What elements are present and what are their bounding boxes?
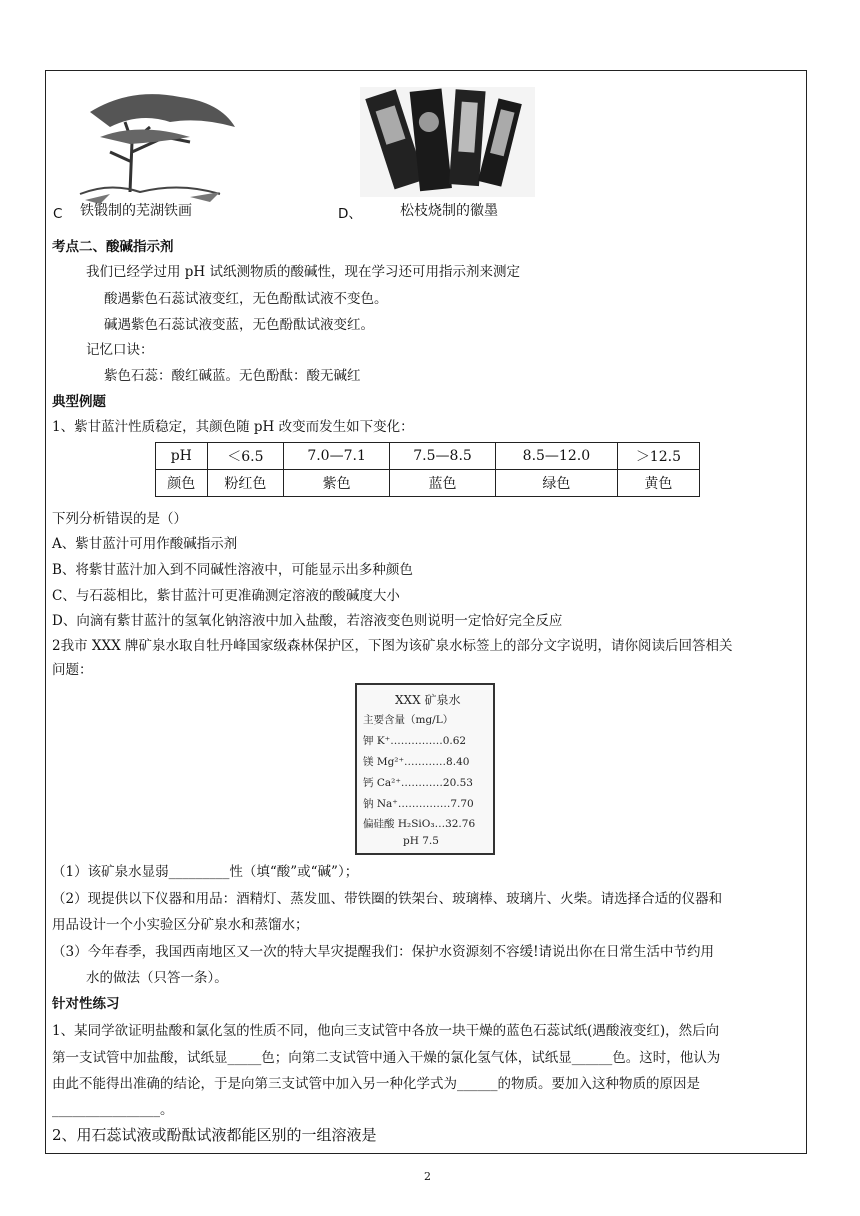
base-rule: 碱遇紫色石蕊试液变蓝，无色酚酞试液变红。 — [104, 317, 374, 333]
question-2-part1: （1）该矿泉水显弱_________性（填“酸”或“碱”）； — [52, 864, 359, 880]
section-intro: 我们已经学过用 pH 试纸测物质的酸碱性，现在学习还可用指示剂来测定 — [86, 264, 520, 280]
ink-stick-icon — [360, 82, 535, 202]
option-c-label: C — [53, 206, 63, 222]
practice-2: 2、用石蕊试液或酚酞试液都能区别的一组溶液是 — [52, 1126, 377, 1144]
question-2-part2a: （2）现提供以下仪器和用品：酒精灯、蒸发皿、带铁圈的铁架台、玻璃棒、玻璃片、火柴。请选择合适的仪器和 — [52, 891, 723, 907]
mnemonic-text: 紫色石蕊：酸红碱蓝。无色酚酞：酸无碱红 — [104, 368, 361, 384]
practice-1-line1: 1、某同学欲证明盐酸和氯化氢的性质不同，他向三支试管中各放一块干燥的蓝色石蕊试纸(遇酸液变红)，然后向 — [52, 1023, 720, 1039]
option-a: A、紫甘蓝汁可用作酸碱指示剂 — [52, 536, 238, 552]
table-cell: 粉红色 — [207, 470, 284, 497]
label-metasilicic: 偏硅酸 H₂SiO₃…32.76 — [363, 818, 476, 830]
label-ph: pH 7.5 — [403, 835, 439, 847]
image-d-caption: 松枝烧制的徽墨 — [400, 203, 498, 219]
question-2-part3a: （3）今年春季，我国西南地区又一次的特大旱灾提醒我们：保护水资源刻不容缓!请说出你在日常生活中节约用 — [52, 944, 715, 960]
image-c-caption: 铁锻制的芜湖铁画 — [80, 203, 192, 219]
question-2-part2b: 用品设计一个小实验区分矿泉水和蒸馏水； — [52, 917, 309, 933]
section-title: 考点二、酸碱指示剂 — [52, 239, 174, 255]
table-cell: 绿色 — [496, 470, 618, 497]
label-subtitle: 主要含量（mg/L） — [363, 714, 454, 726]
table-cell: ＜6.5 — [207, 443, 284, 470]
table-cell: 颜色 — [156, 470, 208, 497]
table-row — [156, 470, 700, 497]
option-d-label: D、 — [338, 206, 362, 222]
label-magnesium: 镁 Mg²⁺…………8.40 — [363, 756, 470, 768]
table-cell: ＞12.5 — [617, 443, 699, 470]
practice-1-line3: 由此不能得出准确的结论，于是向第三支试管中加入另一种化学式为______的物质。要加入这种物质的原因是 — [52, 1076, 700, 1092]
mineral-water-label — [355, 683, 495, 855]
label-title: XXX 矿泉水 — [395, 693, 461, 707]
question-1-stem: 下列分析错误的是（） — [52, 511, 187, 527]
practice-title: 针对性练习 — [52, 996, 120, 1012]
table-cell: 蓝色 — [390, 470, 496, 497]
option-b: B、将紫甘蓝汁加入到不同碱性溶液中，可能显示出多种颜色 — [52, 562, 413, 578]
question-2-line1: 2我市 XXX 牌矿泉水取自牡丹峰国家级森林保护区，下图为该矿泉水标签上的部分文字说明，请你阅读后回答相关 — [52, 638, 733, 654]
table-cell: 紫色 — [284, 470, 390, 497]
table-cell: 7.5—8.5 — [390, 443, 496, 470]
mnemonic-label: 记忆口诀： — [86, 342, 154, 358]
ink-sticks-image — [360, 82, 535, 220]
label-sodium: 钠 Na⁺……………7.70 — [363, 798, 474, 810]
table-cell: 8.5—12.0 — [496, 443, 618, 470]
option-c: C、与石蕊相比，紫甘蓝汁可更准确测定溶液的酸碱度大小 — [52, 588, 400, 604]
practice-1-line2: 第一支试管中加盐酸，试纸显_____色；向第二支试管中通入干燥的氯化氢气体，试纸显______色。这时，他认为 — [52, 1050, 721, 1066]
table-cell: pH — [156, 443, 208, 470]
examples-title: 典型例题 — [52, 394, 106, 410]
question-1: 1、紫甘蓝汁性质稳定，其颜色随 pH 改变而发生如下变化： — [52, 419, 414, 435]
option-d: D、向滴有紫甘蓝汁的氢氧化钠溶液中加入盐酸，若溶液变色则说明一定恰好完全反应 — [52, 613, 563, 629]
table-cell: 黄色 — [617, 470, 699, 497]
table-row — [156, 443, 700, 470]
iron-painting-image — [70, 82, 245, 220]
table-cell: 7.0—7.1 — [284, 443, 390, 470]
label-calcium: 钙 Ca²⁺…………20.53 — [363, 777, 473, 789]
acid-rule: 酸遇紫色石蕊试液变红，无色酚酞试液不变色。 — [104, 291, 388, 307]
page-number: 2 — [424, 1170, 431, 1183]
label-potassium: 钾 K⁺……………0.62 — [363, 735, 467, 747]
ph-color-table — [155, 442, 700, 497]
question-2-line2: 问题： — [52, 662, 93, 678]
practice-1-line4: ________________。 — [52, 1102, 174, 1118]
question-2-part3b: 水的做法（只答一条）。 — [86, 970, 228, 986]
